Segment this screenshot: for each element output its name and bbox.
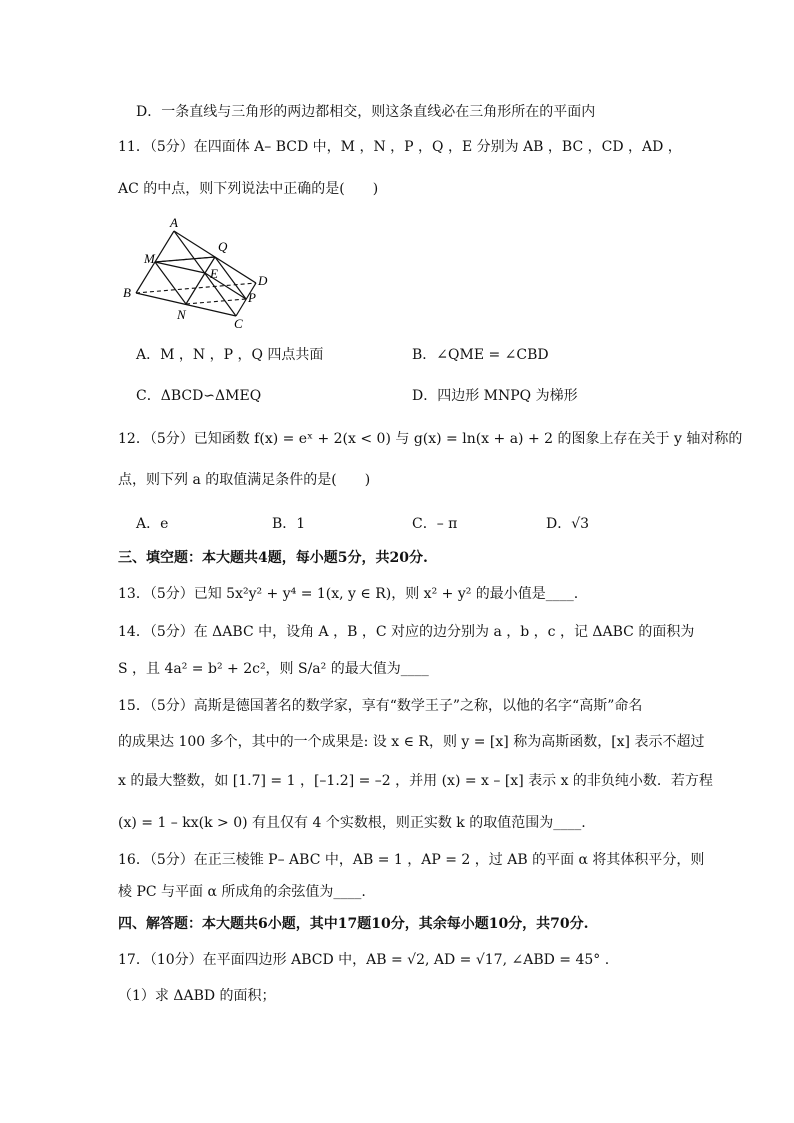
q17-stem: 17．（10分）在平面四边形 ABCD 中，AB = √2, AD = √17, ∠ABD = 45° .	[118, 952, 610, 968]
label-d: D	[258, 273, 268, 288]
q15-stem-line4: (x) = 1 – kx(k > 0) 有且仅有 4 个实数根，则正实数 k 的取值范围为____.	[118, 815, 586, 831]
q11-stem-line2: AC 的中点，则下列说法中正确的是( )	[118, 181, 379, 197]
q15-stem-line1: 15．（5分）高斯是德国著名的数学家，享有“数学王子”之称，以他的名字“高斯”命名	[118, 698, 643, 714]
q11-option-a: A．M ，N ，P ，Q 四点共面	[136, 347, 324, 363]
q15-stem-line2: 的成果达 100 多个，其中的一个成果是: 设 x ∈ R，则 y = [x] 称为高斯函数，[x] 表示不超过	[118, 734, 705, 750]
q11-option-d: D．四边形 MNPQ 为梯形	[412, 388, 578, 404]
label-p: P	[248, 290, 256, 305]
q13-stem: 13．（5分）已知 5x²y² + y⁴ = 1(x, y ∈ R)，则 x² + y² 的最小值是____.	[118, 586, 579, 602]
label-m: M	[144, 251, 155, 266]
q12-stem-line1: 12．（5分）已知函数 f(x) = eˣ + 2(x < 0) 与 g(x) = ln(x + a) + 2 的图象上存在关于 y 轴对称的	[118, 431, 743, 447]
q12-option-c: C．– π	[412, 516, 458, 532]
q14-stem-line1: 14．（5分）在 ΔABC 中，设角 A ，B ，C 对应的边分别为 a ，b ，c ，记 ΔABC 的面积为	[118, 624, 695, 640]
section3-heading: 三、填空题：本大题共4题，每小题5分，共20分.	[118, 550, 428, 566]
segment-np-dashed	[186, 299, 246, 304]
label-q: Q	[218, 239, 228, 254]
q11-stem-line1: 11．（5分）在四面体 A– BCD 中，M ，N ，P ，Q ，E 分别为 AB ，BC ，CD ，AD ，	[118, 139, 682, 155]
q10-option-d: D．一条直线与三角形的两边都相交，则这条直线必在三角形所在的平面内	[136, 104, 596, 120]
q16-stem-line2: 棱 PC 与平面 α 所成角的余弦值为____.	[118, 884, 366, 900]
q11-option-c: C．ΔBCD∽ΔMEQ	[136, 388, 262, 404]
q11-option-b: B．∠QME = ∠CBD	[412, 347, 549, 363]
q17-sub1: （1）求 ΔABD 的面积；	[118, 988, 276, 1004]
label-c: C	[234, 316, 243, 331]
section4-heading: 四、解答题：本大题共6小题，其中17题10分，其余每小题10分，共70分.	[118, 916, 589, 932]
q14-stem-line2: S ，且 4a² = b² + 2c²，则 S/a² 的最大值为____	[118, 661, 429, 677]
q16-stem-line1: 16．（5分）在正三棱锥 P– ABC 中，AB = 1 ，AP = 2 ，过 AB 的平面 α 将其体积平分，则	[118, 852, 705, 868]
label-b: B	[123, 285, 131, 300]
q12-stem-line2: 点，则下列 a 的取值满足条件的是( )	[118, 472, 371, 488]
q12-option-d: D．√3	[546, 516, 590, 532]
segment-mq-dashed	[155, 257, 215, 262]
label-e: E	[210, 266, 218, 281]
q15-stem-line3: x 的最大整数，如 [1.7] = 1 ，[–1.2] = –2 ，并用 (x) = x – [x] 表示 x 的非负纯小数．若方程	[118, 773, 713, 789]
q12-option-b: B．1	[272, 516, 306, 532]
label-n: N	[177, 307, 186, 322]
q12-option-a: A．e	[136, 516, 169, 532]
tetrahedron-figure	[118, 216, 278, 334]
label-a: A	[170, 216, 178, 230]
